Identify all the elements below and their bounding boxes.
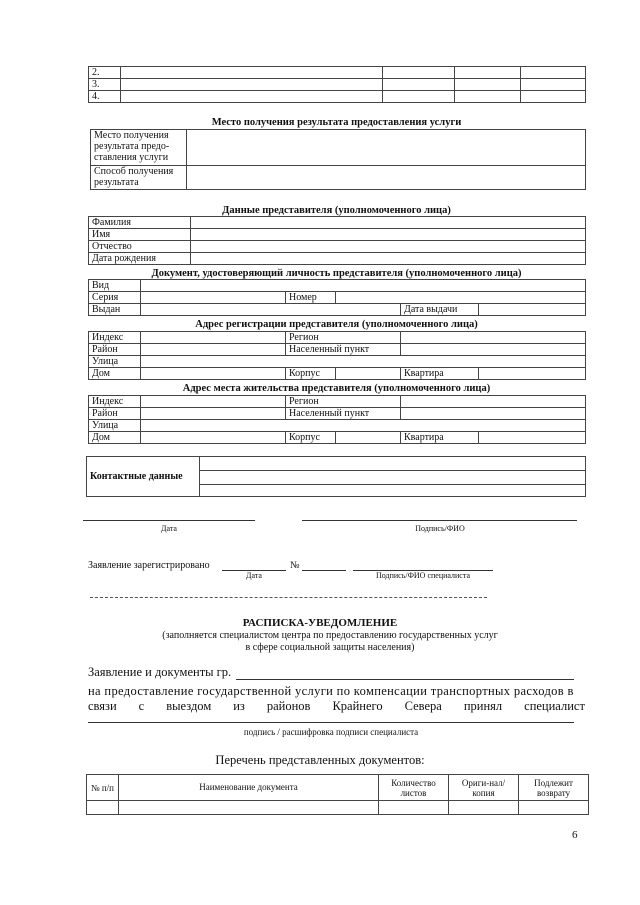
doc-type-label: Вид <box>89 280 141 292</box>
res-building-label: Корпус <box>286 432 336 444</box>
contacts-field-3[interactable] <box>200 485 586 497</box>
receipt-line-1: Заявление и документы гр. <box>88 665 232 679</box>
table-row <box>89 91 586 103</box>
contacts-field-1[interactable] <box>200 457 586 471</box>
registered-sign-caption: Подпись/ФИО специалиста <box>375 571 470 580</box>
issued-label: Выдан <box>89 304 141 316</box>
reg-region-label: Регион <box>286 332 401 344</box>
word: выездом <box>166 699 212 713</box>
patronymic-label: Отчество <box>89 241 191 253</box>
res-region-field[interactable] <box>401 396 586 408</box>
receipt-line-3 <box>88 699 585 714</box>
col-name-header: Наименование документа <box>119 775 379 801</box>
representative-table <box>88 216 586 265</box>
issue-date-label: Дата выдачи <box>401 304 479 316</box>
signature-line[interactable] <box>302 520 577 521</box>
reg-street-field[interactable] <box>141 356 586 368</box>
issue-date-field[interactable] <box>479 304 586 316</box>
reg-apartment-label: Квартира <box>401 368 479 380</box>
date-caption: Дата <box>161 524 177 533</box>
col-orig-header: Ориги-нал/копия <box>449 775 519 801</box>
reg-house-field[interactable] <box>141 368 286 380</box>
registered-number-line[interactable] <box>302 570 346 571</box>
contacts-field-2[interactable] <box>200 471 586 485</box>
reg-building-label: Корпус <box>286 368 336 380</box>
signature-caption: Подпись/ФИО <box>415 524 465 533</box>
page-number: 6 <box>572 829 578 841</box>
reg-index-field[interactable] <box>141 332 286 344</box>
res-settlement-field[interactable] <box>401 408 586 420</box>
table-row <box>89 67 586 79</box>
res-index-field[interactable] <box>141 396 286 408</box>
word: принял <box>463 699 503 713</box>
documents-list-title: Перечень представленных документов: <box>215 753 425 767</box>
number-label: Номер <box>286 292 336 304</box>
patronymic-field[interactable] <box>191 241 586 253</box>
number-field[interactable] <box>336 292 586 304</box>
representative-heading: Данные представителя (уполномоченного лица) <box>222 205 451 216</box>
reg-index-label: Индекс <box>89 332 141 344</box>
reg-settlement-label: Населенный пункт <box>286 344 401 356</box>
res-district-label: Район <box>89 408 141 420</box>
word: с <box>138 699 145 713</box>
word: связи <box>88 699 117 713</box>
date-line[interactable] <box>83 520 255 521</box>
row-number: 4. <box>89 91 121 103</box>
word: Севера <box>404 699 442 713</box>
birthdate-label: Дата рождения <box>89 253 191 265</box>
specialist-line[interactable] <box>88 722 574 723</box>
reg-settlement-field[interactable] <box>401 344 586 356</box>
series-field[interactable] <box>141 292 286 304</box>
row-number: 2. <box>89 67 121 79</box>
word: из <box>233 699 245 713</box>
col-return-header: Подлежит возврату <box>519 775 589 801</box>
reg-apartment-field[interactable] <box>479 368 586 380</box>
word: специалист <box>524 699 585 713</box>
receipt-subtitle-1: (заполняется специалистом центра по предоставлению государственных услуг <box>162 630 498 641</box>
residence-address-table <box>88 395 586 444</box>
registration-address-heading: Адрес регистрации представителя (уполномоченного лица) <box>195 319 478 330</box>
registered-date-caption: Дата <box>246 571 262 580</box>
specialist-sign-caption: подпись / расшифровка подписи специалиста <box>243 727 419 737</box>
word: районов <box>266 699 311 713</box>
res-index-label: Индекс <box>89 396 141 408</box>
identity-heading: Документ, удостоверяющий личность представителя (уполномоченного лица) <box>151 268 522 279</box>
birthdate-field[interactable] <box>191 253 586 265</box>
result-place-label: Место получения результата предо-ставления услуги <box>91 130 187 166</box>
cut-line <box>90 597 487 598</box>
name-field[interactable] <box>191 229 586 241</box>
receipt-line-2: на предоставление государственной услуги по компенсации транспортных расходов в <box>88 684 574 698</box>
contacts-table <box>86 456 586 497</box>
col-qty-header: Количество листов <box>379 775 449 801</box>
identity-table <box>88 279 586 316</box>
res-house-field[interactable] <box>141 432 286 444</box>
documents-table <box>86 774 589 815</box>
result-heading: Место получения результата предоставления услуги <box>211 117 462 128</box>
doc-type-field[interactable] <box>141 280 586 292</box>
res-street-field[interactable] <box>141 420 586 432</box>
col-num-header: № п/п <box>87 775 119 801</box>
result-place-field[interactable] <box>187 130 586 166</box>
result-method-field[interactable] <box>187 166 586 190</box>
residence-address-heading: Адрес места жительства представителя (уполномоченного лица) <box>182 383 491 394</box>
table-row <box>87 801 589 815</box>
res-settlement-label: Населенный пункт <box>286 408 401 420</box>
surname-label: Фамилия <box>89 217 191 229</box>
previous-documents-table <box>88 66 586 103</box>
receipt-subtitle-2: в сфере социальной защиты населения) <box>245 642 415 653</box>
surname-field[interactable] <box>191 217 586 229</box>
contacts-label: Контактные данные <box>87 457 200 497</box>
res-apartment-field[interactable] <box>479 432 586 444</box>
res-region-label: Регион <box>286 396 401 408</box>
reg-region-field[interactable] <box>401 332 586 344</box>
reg-district-label: Район <box>89 344 141 356</box>
word: Крайнего <box>332 699 383 713</box>
number-sign: № <box>290 560 300 571</box>
result-table <box>90 129 586 190</box>
name-label: Имя <box>89 229 191 241</box>
res-apartment-label: Квартира <box>401 432 479 444</box>
reg-district-field[interactable] <box>141 344 286 356</box>
reg-building-field[interactable] <box>336 368 401 380</box>
table-row <box>89 79 586 91</box>
reg-house-label: Дом <box>89 368 141 380</box>
res-building-field[interactable] <box>336 432 401 444</box>
registered-text: Заявление зарегистрировано <box>88 560 210 571</box>
registration-address-table <box>88 331 586 380</box>
row-number: 3. <box>89 79 121 91</box>
citizen-name-line[interactable] <box>236 679 574 680</box>
receipt-title: РАСПИСКА-УВЕДОМЛЕНИЕ <box>242 617 398 629</box>
series-label: Серия <box>89 292 141 304</box>
res-street-label: Улица <box>89 420 141 432</box>
result-method-label: Способ получения результата <box>91 166 187 190</box>
res-house-label: Дом <box>89 432 141 444</box>
res-district-field[interactable] <box>141 408 286 420</box>
reg-street-label: Улица <box>89 356 141 368</box>
issued-field[interactable] <box>141 304 401 316</box>
